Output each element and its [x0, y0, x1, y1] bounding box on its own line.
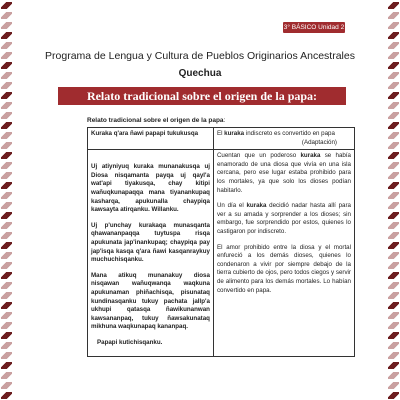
- border-motif: [388, 92, 399, 99]
- border-motif: [388, 282, 399, 289]
- right-paragraph-pre: Cuentan que un poderoso: [216, 152, 301, 160]
- table-body-row: [88, 150, 355, 357]
- border-motif: [1, 142, 12, 149]
- border-motif: [1, 12, 12, 19]
- border-motif: [1, 242, 12, 249]
- left-paragraph: Papapi kutichisqanku.: [97, 338, 163, 346]
- border-motif: [388, 102, 399, 109]
- right-paragraph-post: decidió nadar hasta allí para ver a su amada y sorprender a los dioses; sin embargo, fue sorprendido por estos, quienes lo castigaron por indiscreto.: [216, 202, 351, 235]
- border-motif: [388, 212, 399, 219]
- story-table: [87, 127, 355, 357]
- border-motif: [1, 332, 12, 339]
- right-header-bold: kuraka: [224, 130, 245, 137]
- border-motif: [1, 262, 12, 269]
- border-motif: [388, 252, 399, 259]
- border-motif: [1, 212, 12, 219]
- border-motif: [388, 382, 399, 389]
- border-motif: [388, 302, 399, 309]
- border-motif: [1, 382, 12, 389]
- border-motif: [388, 272, 399, 279]
- left-body-cell: [88, 150, 214, 357]
- border-motif: [388, 242, 399, 249]
- right-header-cell: [213, 128, 354, 150]
- border-motif: [388, 142, 399, 149]
- border-motif: [1, 22, 12, 29]
- border-motif: [388, 32, 399, 39]
- right-header-post: indiscreto es convertido en papa: [244, 130, 335, 137]
- border-motif: [1, 292, 12, 299]
- right-body-cell: [213, 150, 354, 357]
- border-motif: [1, 362, 12, 369]
- border-motif: [1, 182, 12, 189]
- border-motif: [388, 222, 399, 229]
- border-motif: [388, 172, 399, 179]
- banner-title: Relato tradicional sobre el origen de la papa:: [86, 89, 318, 103]
- border-motif: [1, 322, 12, 329]
- right-paragraph-pre: Un día el: [216, 202, 247, 210]
- border-motif: [388, 182, 399, 189]
- border-motif: [388, 132, 399, 139]
- border-motif: [1, 122, 12, 129]
- border-motif: [1, 352, 12, 359]
- subtitle-text: Relato tradicional sobre el origen de la papa: [87, 117, 224, 124]
- border-motif: [1, 202, 12, 209]
- border-motif: [1, 222, 12, 229]
- border-motif: [1, 192, 12, 199]
- right-paragraph-bold: kuraka: [300, 152, 321, 160]
- left-paragraph: Uj p'unchay kurakaqa munasqanta qhawananpaqqa tuytuspa risqa apukunata jap'inankupaq; chaypiqa pay jap'isqa kasqa q'ara ñawi kasqanraykuy muchuchisqanku.: [91, 221, 210, 264]
- border-motif: [388, 332, 399, 339]
- border-motif: [1, 392, 12, 399]
- border-motif: [388, 2, 399, 9]
- border-motif: [388, 322, 399, 329]
- border-motif: [388, 362, 399, 369]
- border-motif: [388, 82, 399, 89]
- border-motif: [1, 272, 12, 279]
- border-motif: [1, 302, 12, 309]
- border-motif: [1, 232, 12, 239]
- left-paragraph: Uj atiyniyuq kuraka munanakusqa uj Diosa nisqamanta payqa uj qayl'a wat'api tiyakusqa, chay kitipi wañuqkunapaqqa mana tiyanankupaq kasharqa, apukunalla chaypiqa kawsayta atirqanku. Willanku.: [91, 163, 210, 214]
- unit-badge: 3° BÁSICO Unidad 2: [283, 24, 345, 31]
- subtitle-suffix: :: [223, 117, 226, 124]
- border-motif: [1, 312, 12, 319]
- border-motif: [1, 112, 12, 119]
- program-title: Programa de Lengua y Cultura de Pueblos Originarios Ancestrales: [45, 50, 355, 62]
- border-motif: [1, 2, 12, 9]
- border-motif: [388, 112, 399, 119]
- section-subtitle: [87, 117, 225, 124]
- left-header-cell: Kuraka q'ara ñawi papapi tukukusqa: [88, 128, 214, 150]
- border-motif: [388, 262, 399, 269]
- right-header-pre: El: [216, 130, 225, 137]
- border-motif: [388, 292, 399, 299]
- border-motif: [388, 192, 399, 199]
- right-paragraph-post: se había enamorado de una diosa que vivía en una isla cercana, pero ese lugar estaba prohibido para los mortales, ya que solo los dioses podían habitarlo.: [216, 152, 351, 194]
- border-motif: [388, 152, 399, 159]
- border-motif: [1, 102, 12, 109]
- title-banner: [58, 87, 346, 105]
- border-motif: [1, 252, 12, 259]
- border-motif: [388, 372, 399, 379]
- border-motif: [1, 282, 12, 289]
- border-motif: [1, 162, 12, 169]
- border-motif: [388, 42, 399, 49]
- border-motif: [1, 32, 12, 39]
- border-motif: [388, 12, 399, 19]
- left-paragraph: Mana atikuq munanakuy diosa nisqawan wañuqwanqa waqkuna apukunaman phiñachisqa, pisunataq kundinasqanku tukuy pachata jallp'a ukhupi qatasqa ñawikunanwan kawsananpaq, tukuy ñawsakunataq mikhuna waqkunapaq kananpaq.: [91, 271, 210, 331]
- border-motif: [388, 392, 399, 399]
- border-motif: [388, 122, 399, 129]
- border-motif: [1, 372, 12, 379]
- table-header-row: [88, 128, 355, 150]
- border-motif: [388, 232, 399, 239]
- border-motif: [388, 312, 399, 319]
- right-paragraph: [217, 202, 351, 236]
- border-motif: [1, 42, 12, 49]
- border-motif: [388, 162, 399, 169]
- border-motif: [1, 342, 12, 349]
- border-motif: [1, 172, 12, 179]
- border-motif: [388, 22, 399, 29]
- border-motif: [1, 92, 12, 99]
- right-header-subtitle: (Adaptación): [301, 138, 337, 146]
- right-paragraph-pre: El amor prohibido entre la diosa y el mortal enfureció a los demás dioses, quienes lo condenaron a vivir por siempre debajo de la tierra cubierto de ojos, pero todos ciegos y servir de alimento para los demás mortales. Lo habían convertido en papa.: [216, 243, 351, 294]
- border-motif: [388, 342, 399, 349]
- right-paragraph: [217, 244, 351, 296]
- language-title: Quechua: [178, 68, 222, 79]
- right-paragraph: [217, 152, 351, 195]
- border-motif: [388, 202, 399, 209]
- border-motif: [1, 152, 12, 159]
- right-paragraph-bold: kuraka: [246, 202, 267, 210]
- border-motif: [1, 82, 12, 89]
- right-header-line: [217, 130, 351, 139]
- border-motif: [388, 352, 399, 359]
- border-motif: [1, 132, 12, 139]
